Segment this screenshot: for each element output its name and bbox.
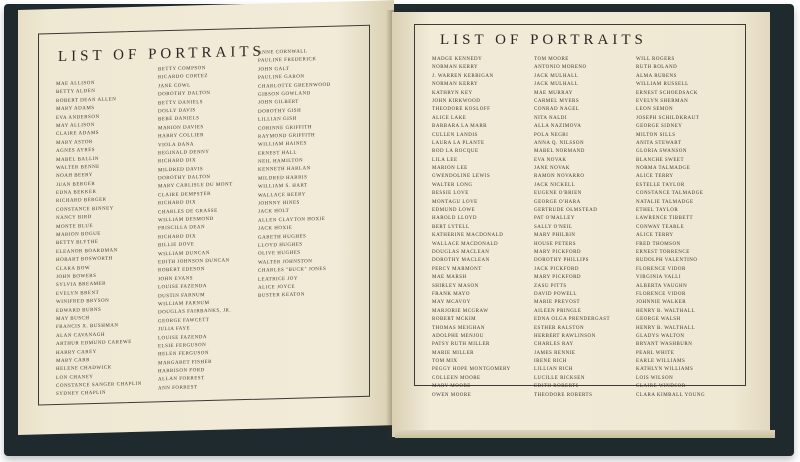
portrait-name: GIBSON GOWLAND (258, 91, 311, 98)
portrait-name: ALLA NAZIMOVA (534, 124, 582, 130)
portrait-name: BETTY DANIELS (158, 99, 204, 106)
portrait-name: BUSTER KEATON (258, 292, 305, 300)
left-column-1 (56, 79, 142, 400)
portrait-name: LILA LEE (432, 157, 458, 163)
portrait-name: ANITA STEWART (636, 140, 682, 146)
portrait-name: BESSIE LOVE (432, 191, 469, 197)
portrait-name: SYLVIA BREAMER (56, 282, 107, 289)
portrait-name: RICHARD DIX (158, 158, 197, 165)
portrait-name: MARY ASTOR (56, 139, 93, 146)
portrait-name: RAYMOND GRIFFITH (258, 133, 316, 140)
portrait-name: JACK NICKELL (534, 182, 576, 188)
portrait-name: ESTHER RALSTON (534, 325, 585, 331)
portrait-name: SYDNEY CHAPLIN (56, 391, 107, 398)
portrait-name: ERNEST HALL (258, 150, 297, 157)
portrait-name: VIOLA DANA (158, 141, 194, 148)
portrait-name: ETHEL TAYLOR (636, 208, 679, 214)
portrait-name: KATHRYN KEY (432, 90, 473, 96)
right-column-3 (636, 56, 705, 400)
portrait-name: MAY MCAVOY (432, 300, 471, 306)
portrait-name: WALTER JOHNSTON (258, 259, 313, 266)
portrait-name: ALICE TERRY (636, 233, 674, 239)
portrait-name: JAMES RENNIE (534, 350, 576, 356)
portrait-name: ERNEST SCHOEDSACK (636, 90, 698, 96)
left-column-2 (158, 64, 233, 393)
portrait-name: WILLIAM HAINES (258, 141, 307, 149)
portrait-name: ALICE TERRY (636, 174, 674, 180)
portrait-name: GEORGE SIDNEY (636, 124, 683, 130)
portrait-name: SHIRLEY MASON (432, 283, 479, 289)
portrait-name: MARION DAVIES (158, 124, 204, 132)
portrait-name: DOLLY DAVIS (158, 108, 196, 115)
portrait-name: JACK PICKFORD (534, 266, 579, 272)
portrait-name: ROBERT EDESON (158, 267, 205, 274)
portrait-name: PATSY RUTH MILLER (432, 342, 490, 348)
portrait-name: GERTRUDE OLMSTEAD (534, 208, 598, 214)
portrait-name: ALICE LAKE (432, 115, 467, 121)
portrait-name: CORINNE GRIFFITH (258, 124, 312, 132)
portrait-name: HERBERT RAWLINSON (534, 333, 596, 339)
portrait-name: LOUISE FAZENDA (158, 334, 207, 341)
portrait-name: BEBE DANIELS (158, 116, 200, 123)
portrait-name: ANTONIO MORENO (534, 65, 587, 71)
portrait-name: EARLE WILLIAMS (636, 359, 686, 365)
portrait-name: LILLIAN GISH (258, 116, 297, 123)
portrait-name: CLARA KIMBALL YOUNG (636, 392, 706, 398)
portrait-name: DOROTHY MACLEAN (432, 258, 490, 264)
portrait-name: MILTON SILLS (636, 132, 676, 138)
portrait-name: CONSTANCE BINNEY (56, 206, 114, 213)
portrait-name: TOM MOORE (534, 57, 569, 62)
portrait-name: MILDRED DAVIS (158, 166, 204, 174)
portrait-name: MARY PICKFORD (534, 275, 582, 281)
portrait-name: MARION LEE (432, 166, 468, 172)
portrait-name: RICHARD DIX (158, 234, 197, 241)
portrait-name: FLORENCE VIDOR (636, 266, 686, 272)
portrait-name: WALTER BENNE (56, 164, 100, 171)
portrait-name: GWENDOLINE LEWIS (432, 174, 491, 180)
portrait-name: MABEL BALLIN (56, 156, 99, 163)
portrait-name: JOHN BOWERS (56, 273, 97, 280)
portrait-name: CARMEL MYERS (534, 98, 580, 104)
portrait-name: ADOLPHE MENJOU (432, 333, 484, 339)
portrait-name: GLORIA SWANSON (636, 149, 688, 155)
portrait-name: NANCY BIRD (56, 215, 92, 222)
portrait-name: BETTY COMPSON (158, 66, 206, 73)
portrait-name: JOHN GILBERT (258, 99, 299, 107)
portrait-name: HARRY COLLIER (158, 133, 204, 140)
portrait-name: HAROLD LLOYD (432, 216, 478, 222)
portrait-name: GEORGE WALSH (636, 317, 681, 323)
portrait-name: THEODORE KOSLOFF (432, 107, 491, 113)
portrait-name: ROBERT DEAN ALLEN (56, 97, 117, 104)
portrait-name: MILDRED HARRIS (258, 175, 308, 182)
portrait-name: MAY BUSCH (56, 316, 90, 322)
portrait-name: MARIE PREVOST (534, 300, 581, 306)
portrait-name: MARY PICKFORD (534, 249, 582, 255)
portrait-name: KENNETH HARLAN (258, 166, 311, 174)
portrait-name: WILLIAM DESMOND (158, 216, 214, 224)
portrait-name: JOHN GALT (258, 66, 290, 73)
portrait-name: RICHARD BERGER (56, 198, 107, 205)
portrait-name: ROBERT MCKIM (432, 317, 477, 323)
portrait-name: JANE COWL (158, 83, 191, 90)
portrait-name: EVELYN BRENT (56, 290, 100, 297)
page-edges (395, 430, 775, 438)
portrait-name: DOROTHY DALTON (158, 91, 211, 98)
portrait-name: BETTY ALDEN (56, 89, 96, 96)
portrait-name: CONRAD NAGEL (534, 107, 580, 113)
portrait-name: HENRY B. WALTHALL (636, 325, 696, 331)
left-page (18, 0, 394, 435)
portrait-name: JUAN BERGER (56, 181, 96, 188)
portrait-name: CHARLES "BUCK" JONES (258, 267, 327, 274)
portrait-name: EVA NOVAK (534, 157, 567, 163)
portrait-name: BARBARA LA MARR (432, 124, 488, 130)
portrait-name: LAWRENCE TIBBETT (636, 216, 694, 222)
portrait-name: JOHNNIE WALKER (636, 300, 687, 306)
portrait-name: DUSTIN FARNUM (158, 292, 206, 299)
portrait-name: MAE ALLISON (56, 80, 95, 88)
portrait-name: RICARDO CORTEZ (158, 74, 208, 81)
portrait-name: ALLAN FORREST (158, 376, 205, 383)
right-column-1 (432, 56, 511, 400)
portrait-name: WINIFRED BRYSON (56, 298, 110, 306)
portrait-name: EVA ANDERSON (56, 114, 100, 121)
portrait-name: LON CHANEY (56, 374, 94, 381)
portrait-name: MONTE BLUE (56, 223, 94, 230)
portrait-name: CHARLES DE GRASSE (158, 208, 218, 215)
portrait-name: DAVID POWELL (534, 291, 577, 297)
portrait-name: PAT O'MALLEY (534, 216, 575, 222)
portrait-name: TOM MIX (432, 359, 458, 365)
portrait-name: GEORGE O'HARA (534, 199, 581, 205)
portrait-name: ERNEST TORRENCE (636, 249, 690, 255)
portrait-name: DOROTHY PHILLIPS (534, 258, 589, 264)
portrait-name: MAY ALLISON (56, 122, 95, 129)
portrait-name: EDWARD BURNS (56, 307, 102, 314)
portrait-name: JACK MULHALL (534, 73, 579, 79)
portrait-name: ROD LA ROCQUE (432, 149, 479, 155)
portrait-name: THEODORE ROBERTS (534, 392, 593, 398)
portrait-name: EVELYN SHERMAN (636, 98, 689, 104)
portrait-name: AGNES AYRES (56, 148, 96, 155)
portrait-name: MAE MARSH (432, 275, 467, 281)
portrait-name: WALTER LONG (432, 182, 473, 188)
portrait-name: AILEEN PRINGLE (534, 308, 582, 314)
portrait-name: JOSEPH SCHILDKRAUT (636, 115, 700, 121)
portrait-name: BILLIE DOVE (158, 242, 195, 249)
portrait-name: MAE MURRAY (534, 90, 573, 96)
portrait-name: VIRGINIA VALLI (636, 275, 682, 281)
portrait-name: RUTH ROLAND (636, 65, 678, 71)
portrait-name: BERT LYTELL (432, 224, 470, 230)
portrait-name: EDMUND LOWE (432, 208, 476, 214)
portrait-name: MARIE MILLER (432, 350, 474, 356)
portrait-name: HELENE CHADWICK (56, 365, 112, 373)
portrait-name: IRENE RICH (534, 359, 567, 365)
portrait-name: LLOYD HUGHES (258, 242, 303, 249)
portrait-name: RUDOLPH VALENTINO (636, 258, 698, 264)
portrait-name: JOHN EVANS (158, 276, 194, 283)
portrait-name: LAURA LA PLANTE (432, 140, 485, 146)
portrait-name: ESTELLE TAYLOR (636, 182, 685, 188)
portrait-name: WILLIAM FARNUM (158, 300, 210, 308)
portrait-name: WALLACE BEERY (258, 192, 306, 199)
portrait-name: WILLIAM DUNCAN (158, 250, 210, 257)
right-column-2 (534, 56, 610, 400)
portrait-name: MARGARET FISHER (158, 359, 212, 367)
portrait-name: RAMON NOVARRO (534, 174, 585, 180)
left-column-3 (258, 48, 331, 302)
portrait-name: LEATRICE JOY (258, 276, 299, 283)
portrait-name: JANE NOVAK (534, 166, 570, 172)
portrait-name: BETTY BLYTHE (56, 240, 99, 247)
portrait-name: CONSTANCE SANGER CHAPLIN (56, 381, 142, 390)
portrait-name: JACK MULHALL (534, 82, 579, 88)
portrait-name: BRYANT WASHBURN (636, 342, 693, 348)
portrait-name: ALBERTA VAUGHN (636, 283, 688, 289)
portrait-name: FRANK MAYO (432, 291, 471, 297)
portrait-name: PAULINE FREDERICK (258, 57, 317, 65)
portrait-name: DOUGLAS FAIRBANKS, JR. (158, 308, 232, 316)
portrait-name: ALLEN CLAYTON HOXIE (258, 216, 326, 224)
portrait-name: ANN FORREST (158, 385, 198, 392)
portrait-name: WALLACE MACDONALD (432, 241, 499, 247)
portrait-name: NOAH BEERY (56, 173, 93, 180)
portrait-name: ARTHUR EDMUND CAREWE (56, 340, 132, 348)
portrait-name: MARY CARLISLE DU MONT (158, 182, 233, 190)
portrait-name: WILLIAM RUSSELL (636, 82, 689, 88)
portrait-name: PERCY MARMONT (432, 266, 482, 272)
portrait-name: OLIVE HUGHES (258, 250, 301, 258)
portrait-name: CHARLOTTE GREENWOOD (258, 82, 331, 90)
portrait-name: NITA NALDI (534, 115, 568, 121)
portrait-name: CONSTANCE TALMADGE (636, 191, 704, 197)
portrait-name: POLA NEGRI (534, 132, 569, 138)
portrait-name: CULLEN LANDIS (432, 132, 478, 138)
portrait-name: CHARLES RAY (534, 342, 574, 348)
portrait-name: CLAIRE DEMPSTER (158, 191, 211, 199)
portrait-name: GARETH HUGHES (258, 234, 307, 241)
portrait-name: ALMA RUBENS (636, 73, 677, 79)
portrait-name: GEORGE FAWCETT (158, 317, 210, 325)
portrait-name: ANNE CORNWALL (258, 49, 308, 56)
portrait-name: CLAIRE WINDSOR (636, 384, 686, 390)
portrait-name: HOBART BOSWORTH (56, 256, 113, 264)
portrait-name: MONTAGU LOVE (432, 199, 478, 205)
portrait-name: DOROTHY GISH (258, 108, 302, 115)
portrait-name: HOUSE PETERS (534, 241, 576, 247)
portrait-name: MARY CARR (56, 358, 90, 364)
portrait-name: MARY PHILBIN (534, 233, 576, 239)
portrait-name: LOIS WILSON (636, 375, 674, 381)
left-page-title: LIST OF PORTRAITS (58, 43, 265, 65)
portrait-name: J. WARREN KERRIGAN (432, 73, 494, 79)
portrait-name: MARION BOGUE (56, 231, 101, 239)
portrait-name: WILLIAM S. HART (258, 183, 308, 190)
portrait-name: MARJORIE MCGRAW (432, 308, 489, 314)
portrait-name: MARY MOORE (432, 384, 471, 390)
portrait-name: EDITH ROBERTS (534, 384, 579, 390)
portrait-name: KATHLYN WILLIAMS (636, 367, 694, 373)
portrait-name: FRED THOMSON (636, 241, 681, 247)
portrait-name: LEON SEMON (636, 107, 674, 113)
portrait-name: REGINALD DENNY (158, 149, 210, 157)
portrait-name: HELEN FERGUSON (158, 351, 210, 358)
portrait-name: EUGENE O'BRIEN (534, 191, 582, 197)
portrait-name: LOUISE FAZENDA (158, 284, 207, 291)
portrait-name: FRANCIS X. BUSHMAN (56, 323, 119, 331)
portrait-name: KATHERINE MACDONALD (432, 233, 504, 239)
portrait-name: PEARL WHITE (636, 350, 675, 356)
portrait-name: EDITH JOHNSON DUNCAN (158, 258, 230, 266)
portrait-name: JULIA FAYE (158, 326, 191, 333)
portrait-name: EDNA BEKKER (56, 190, 97, 197)
portrait-name: ALAN CAVANAGH (56, 332, 105, 339)
portrait-name: HENRY B. WALTHALL (636, 308, 696, 314)
portrait-name: WILL ROGERS (636, 57, 675, 62)
portrait-name: PRISCILLA DEAN (158, 225, 206, 232)
portrait-name: PAULINE GARON (258, 74, 305, 81)
portrait-name: SALLY O'NEIL (534, 224, 573, 230)
portrait-name: HARRISON FORD (158, 368, 205, 375)
portrait-name: ELEANOR BOARDMAN (56, 248, 118, 255)
portrait-name: PEGGY HOPE MONTGOMERY (432, 367, 511, 373)
portrait-name: OWEN MOORE (432, 392, 472, 398)
portrait-name: FLORENCE VIDOR (636, 291, 686, 297)
portrait-name: CLAIRE ADAMS (56, 131, 100, 138)
portrait-name: THOMAS MEIGHAN (432, 325, 485, 331)
portrait-name: MADGE KENNEDY (432, 57, 483, 62)
portrait-name: EDNA OLGA PRENDERGAST (534, 317, 611, 323)
portrait-name: RICHARD DIX (158, 200, 197, 207)
right-page-title: LIST OF PORTRAITS (440, 32, 647, 48)
portrait-name: BLANCHE SWEET (636, 157, 685, 163)
portrait-name: NEIL HAMILTON (258, 158, 304, 165)
portrait-name: ANNA Q. NILSSON (534, 140, 585, 146)
portrait-name: CONWAY TEARLE (636, 224, 685, 230)
portrait-name: JOHN KIRKWOOD (432, 98, 481, 104)
portrait-name: HARRY CAREY (56, 349, 97, 356)
portrait-name: JACK HOXIE (258, 226, 293, 232)
right-page (392, 12, 770, 437)
portrait-name: MABEL NORMAND (534, 149, 585, 155)
portrait-name: NATALIE TALMADGE (636, 199, 694, 205)
portrait-name: NORMAN KERRY (432, 82, 479, 88)
portrait-name: LILLIAN RICH (534, 367, 573, 373)
portrait-name: COLLEEN MOORE (432, 375, 481, 381)
portrait-name: CLARA BOW (56, 265, 91, 272)
portrait-name: GLADYS WALTON (636, 333, 685, 339)
portrait-name: DOROTHY DALTON (158, 175, 211, 182)
portrait-name: NORMAN KERRY (432, 65, 479, 71)
portrait-name: MARY ADAMS (56, 106, 95, 113)
portrait-name: ELSIE FERGUSON (158, 342, 207, 350)
portrait-name: JACK HOLT (258, 209, 290, 216)
portrait-name: ALICE JOYCE (258, 284, 296, 291)
portrait-name: JOHNNY HINES (258, 200, 300, 207)
portrait-name: ZASU PITTS (534, 283, 567, 289)
portrait-name: DOUGLAS MACLEAN (432, 249, 490, 255)
portrait-name: LUCILLE RICKSEN (534, 375, 585, 381)
portrait-name: NORMA TALMADGE (636, 166, 691, 172)
